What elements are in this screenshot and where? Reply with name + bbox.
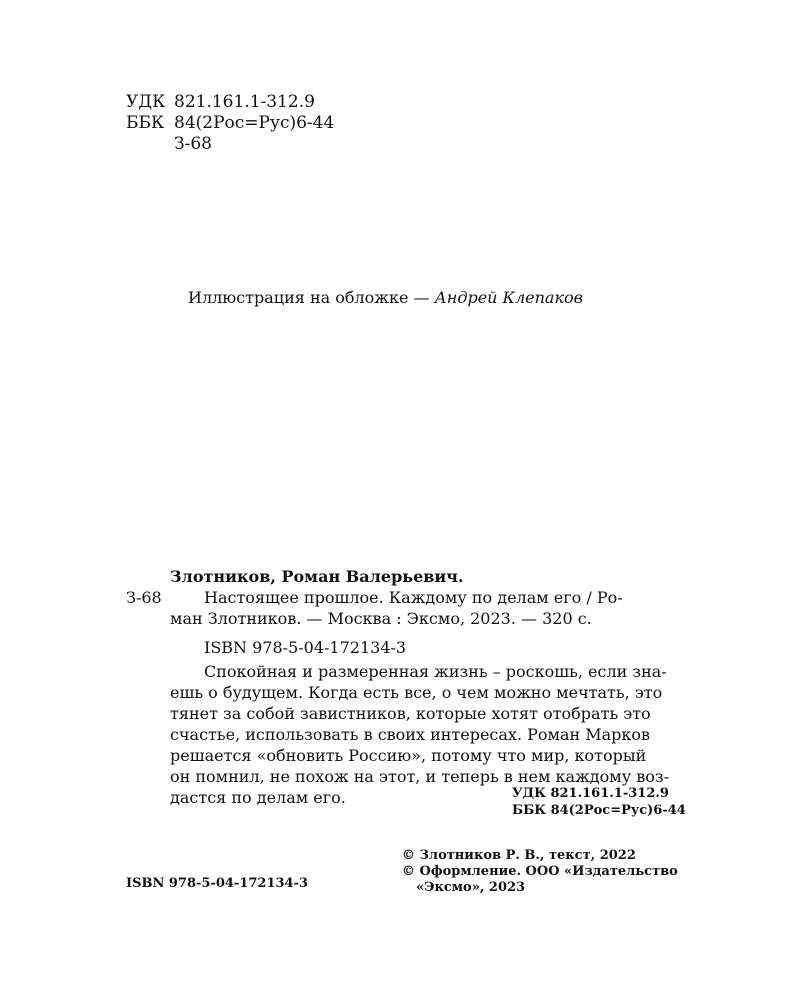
bib-title-line-continued: ман Злотников. — Москва : Эксмо, 2023. — 320 с. [170, 609, 592, 628]
udk-row [126, 92, 334, 113]
bbk-row [126, 113, 334, 134]
illustration-artist: Андрей Клепаков [434, 288, 583, 307]
udk-label: УДК [126, 92, 166, 112]
annotation-line: тянет за собой завистников, которые хотят отобрать это [170, 704, 651, 723]
annotation-line: решается «обновить Россию», потому что мир, который [170, 746, 647, 765]
annotation-line: Спокойная и размеренная жизнь – роскошь, если зна- [204, 662, 667, 681]
illustration-credit [188, 288, 583, 307]
author-mark: З-68 [174, 134, 212, 154]
bbk-label: ББК [126, 113, 165, 133]
bib-author: Злотников, Роман Валерьевич. [170, 567, 464, 586]
annotation-line: счастье, использовать в своих интересах. Роман Марков [170, 725, 651, 744]
copyright-text: © Злотников Р. В., текст, 2022 [402, 848, 636, 863]
isbn-footer: ISBN 978-5-04-172134-3 [126, 876, 309, 891]
copyright-design-cont: «Эксмо», 2023 [416, 880, 526, 895]
annotation-line: он помнил, не похож на этот, и теперь в нем каждому воз- [170, 767, 669, 786]
annotation-line: ешь о будущем. Когда есть все, о чем можно мечтать, это [170, 683, 663, 702]
bib-author-mark: З-68 [126, 588, 162, 607]
annotation-line: дастся по делам его. [170, 788, 346, 807]
illustration-label: Иллюстрация на обложке — [188, 288, 435, 307]
udk-value: 821.161.1-312.9 [174, 92, 315, 112]
bib-title-line: Настоящее прошлое. Каждому по делам его / Ро- [204, 588, 623, 607]
bbk-bottom: ББК 84(2Рос=Рус)6-44 [512, 803, 686, 818]
bbk-value: 84(2Рос=Рус)6-44 [174, 113, 335, 133]
copyright-block [402, 848, 678, 896]
bib-isbn: ISBN 978-5-04-172134-3 [204, 638, 407, 657]
copyright-design: © Оформление. ООО «Издательство [402, 864, 678, 879]
author-mark-row [126, 134, 334, 155]
classification-block-bottom [512, 785, 686, 819]
udk-bottom: УДК 821.161.1-312.9 [512, 786, 669, 801]
classification-block-top [126, 92, 334, 155]
